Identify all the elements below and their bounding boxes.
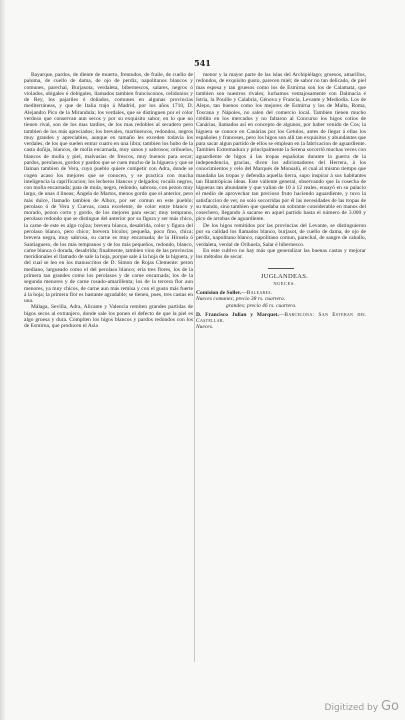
google-logo: Go [380, 699, 399, 714]
exhibitor-name: Comision de Soller. [196, 290, 242, 296]
right-paragraph-1: menor y la mayor parte de las islas del Archipiélago; gruesos, amarillos, redondos, de exquisito gusto, parecen miel; de sabor no tan delicado, de piel mas espesa y tan gruesos como los de Esmirna son los de Calamata, que tambien son nuestros rivales; luchamos ventajosamente con Dalmacia é Istria, la Pouille y Calabria, Génova y Francia, Levante y Mediodía. Los de Alepo, tan buenos como los mejores de Esmirna y los de Malta, Roma, Toscana y Nápoles, no salen del comercio local. Tambien tienen mucho crédito en los mercados y no faltaron al Concurso los higos cotios de Canárias, llamados así en concepto de algunos, por haber venido de Cos; la higuera se conoce en Canárias por los Getulos, antes de llegar á ellas los españoles y franceses, pero los higos son allí tan exquisitos y abundantes que para sacar algun partido de ellos se emplean en la fabricacion de aguardiente. Tambien Extremadura y principalmente la Serena socorrió muchas veces con aguardiente de higos á las tropas españolas durante la guerra de la independencia, gracias, dicen los adicionadores del Herrera, á los conocimientos y celo del Marqués de Monsalú, el cual al mismo tiempo que mandaba las tropas y defendia aquella tierra, supo inspirar á sus habitantes tan filantrópicas ideas. Este valiente general, observando que la cosecha de higueras tan abundante y que valian de 10 á 12 reales, ensayó en su palacio el medio de aprovechar tan precioso fruto haciendo aguardiente, y tuvo la satisfaccion de ver, no solo socorridas por él las necesidades de las tropas de su mando, sino tambien que quedaba un sobrante considerable en manos del cosechero, llegando á sacarse en aquel partido hasta el número de 3.000 y pico de arrobas de aguardiente. [196, 72, 366, 223]
left-column [24, 72, 193, 330]
left-paragraph-1: Bayarque, pardos, de diente de muerto, frentudos, de fraile, de cuello de paloma, de cuello de dama, de ojo de perdiz, napolitanos blancos y comunes, parechal, Burjasota, verdaleta, bibernescos, salares, negros ó violados, obigales ó dobigales, llamados tambien francisconos, celidonios y de Rey, los pajariles ó doñados, comunes en algunas provincias mediterráneas, y que de Italia trajo á Madrid, por los años 1710, D. Alejandro Pico de la Mirandula; los verdales, que se distinguen por el color verdoso que conservan aun secos y por su exquisito sabor, en lo que no tienen rival, son de los mas tardíos, de los mas redobles al secadero pero tambien de los más apreciados; los brevales, martinencos, redondos, negros muy grandes y apreciables, aunque en tamaño les exceden todavía los verdales, de los que suelen entrar cuatro en una libra; tambien los hubo de la casta doñija, blancos, de molla encarnada, muy sanos y sabrosos; orihuelos, blancos de molla y piel, malvasías de frescos, muy buenos para secar; pardos, perolasos, gordos y pardos que se cuen mucho de la higuera y que se llaman tambien de Vera, cuyo pueblo quiere competir con Adra, donde se cogen acaso los mejores que se conocen, y se practica con mucha inteligencia la caprificacion; los lecheros blancos y delgados; rocalís negros, con molla encarnada; pata de mula, negro, redondo, sabroso, con pezon muy largo, de unas 4 lineas; Ángela de Martos, menos gordo que el anterior, pero más dulce, llamado tambien de Alhox, por ser comun en este pueblo; perolaso ó de Vera y Cuevas, casta excelente, de color entre blanco y morado, pezon corto y gordo, de los mejores para secar; muy temprano, perolaso redondo que se distingue del anterior por su figura y ser más chico, la carne de este es algo rojiza; brevera blanca, desabrida, color y figura del perolaso blanco, pero chico; brevera bicolor, pequeña, poco fino, chica; brevera negra, muy sabrosa, su carne es muy encarnada; de la Hiruela ó Santiaguero, de los más tempranos y de los más pequeños, redondo, blanco, carne blanca ó dorada, desabrida; finalmente, tambien vino de las provincias meridionales el llamado de sale la hoja, porque sale á la hoja de la higuera, y del cual se leo en los manuscritos de D. Simon de Rojas Clemente: peron mediano, largueado como el del perolaso blanco; eria tres flores, los de la primera tan grandes como los perolasos y de carne encarnada; los de la segunda menores y de carne rosado-amarillenta; los de la tercera flor aun menores, ya muy chicos, de carne aun más remisa y con el gusto más fuerte á la hoja; la primera flor es bastante agradable; se tienen, pues, tres castas en una. [24, 72, 193, 305]
entry-dash: — [241, 290, 247, 296]
exhibitor-name: D. Francisco Julian y Marquet. [196, 311, 279, 318]
digitized-watermark [325, 699, 399, 714]
left-paragraph-2: Málaga, Sevilla, Adra, Alicante y Valencia remiten grandes partidas de higos secos al extranjero, donde sale los ponen el defecto de que la piel es algo gruesa y dura. Compiten los higos blancos y pardos redondos con los de Esmirna, que producen el Asia [24, 304, 193, 330]
entry-detail: Nueces. [196, 324, 214, 331]
entry-detail: Nueces comunes; precio 38 rs. cuartera. [196, 296, 286, 303]
column-divider [194, 72, 195, 662]
watermark-prefix: Digitized by [324, 703, 381, 713]
section-subtitle: NUECES. [273, 280, 296, 286]
right-paragraph-2: De los higos remitidos por las provincias del Levante, se distinguieron por su calidad los llamados blanco, burjasot, de cuello de dama, de ojo de perdiz, napolitano blanco, napolitano comun, parechal, de sangre de caballo, verdaleta, verdal de Orihuela, Salar é hibernesco. [196, 222, 366, 248]
page-number: 541 [194, 58, 211, 68]
exhibitor-location: Baleares. [246, 290, 273, 296]
entry-detail: grandes; precio 46 rs. cuartera. [226, 302, 297, 309]
right-column [196, 72, 366, 331]
exhibitor-entry [196, 312, 366, 325]
exhibitor-location: Barcelona: San Esteban del Castellar. [196, 311, 366, 325]
entry-dash: — [278, 311, 285, 318]
section-rule [268, 268, 294, 269]
right-paragraph-3: En este cultivo no hay más que generalizar las buenas castas y mejorar los métodos de secar. [196, 247, 366, 261]
page-edge-shadow [0, 0, 6, 720]
section-title: JUGLANDEAS. [260, 273, 309, 281]
